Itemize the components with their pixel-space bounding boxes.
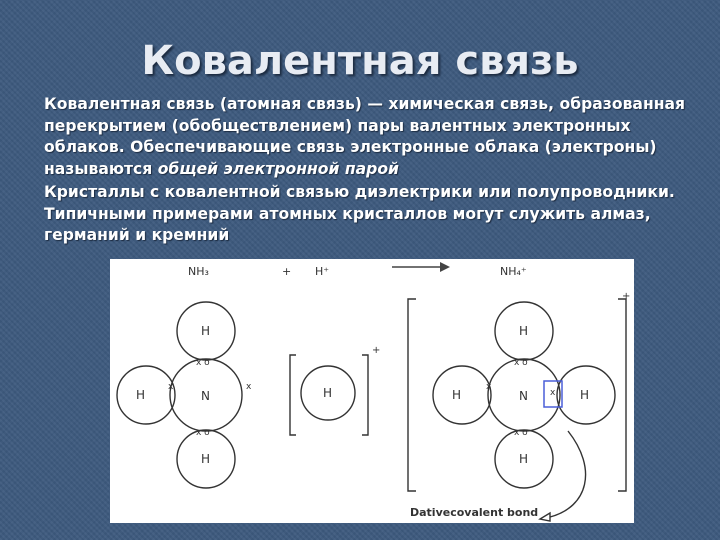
nh4-pair-left: x (486, 382, 492, 392)
h-ion-atom: H (323, 386, 333, 400)
nh3-lone-pair: x (246, 382, 252, 392)
reaction-arrow (392, 262, 450, 272)
nh4-atom-h-top: H (519, 324, 529, 338)
paragraph-definition-text: Ковалентная связь (атомная связь) — химическая связь, образованная перекрытием (обобществлением) пары валентных электронных облаков. Обеспечивающие связь электронные облака (электроны) называются (44, 95, 686, 178)
nh4-pair-right: x (550, 388, 556, 398)
nh3-atom-h-left: H (136, 388, 146, 402)
paragraph-crystals-text: Кристаллы с ковалентной связью диэлектрики или полупроводники. Типичными примерами атомных кристаллов могут служить алмаз, германий и кремний (44, 183, 675, 244)
nh3-atom-n: N (201, 389, 210, 403)
term-shared-electron-pair: общей электронной парой (157, 159, 399, 178)
label-nh3: NH₃ (188, 265, 209, 278)
nh3-pair-left: x (168, 382, 174, 392)
label-nh4: NH₄⁺ (500, 265, 527, 278)
paragraph-definition (34, 94, 694, 180)
nh3-atom-h-bottom: H (201, 452, 211, 466)
nh4-pair-top: x o (514, 358, 528, 368)
slide-body (34, 94, 694, 249)
nh4-charge: + (622, 291, 631, 302)
h-ion-charge: + (372, 345, 381, 356)
nh4-atom-h-left: H (452, 388, 462, 402)
nh3-pair-bottom: x o (196, 428, 210, 438)
nh4-pair-bottom: x o (514, 428, 528, 438)
nh3-pair-top: x o (196, 358, 210, 368)
nh4-atom-h-right: H (580, 388, 590, 402)
nh3-atom-h-top: H (201, 324, 211, 338)
label-h-plus: H⁺ (315, 265, 330, 278)
paragraph-crystals (34, 182, 694, 247)
nh4-ion (408, 299, 626, 521)
label-plus: + (282, 265, 292, 278)
slide-title: Ковалентная связь (141, 38, 579, 84)
ammonium-formation-diagram (110, 259, 634, 523)
nh4-atom-h-bottom: H (519, 452, 529, 466)
nh4-atom-n: N (519, 389, 528, 403)
figure-caption: Dativecovalent bond (410, 506, 539, 519)
